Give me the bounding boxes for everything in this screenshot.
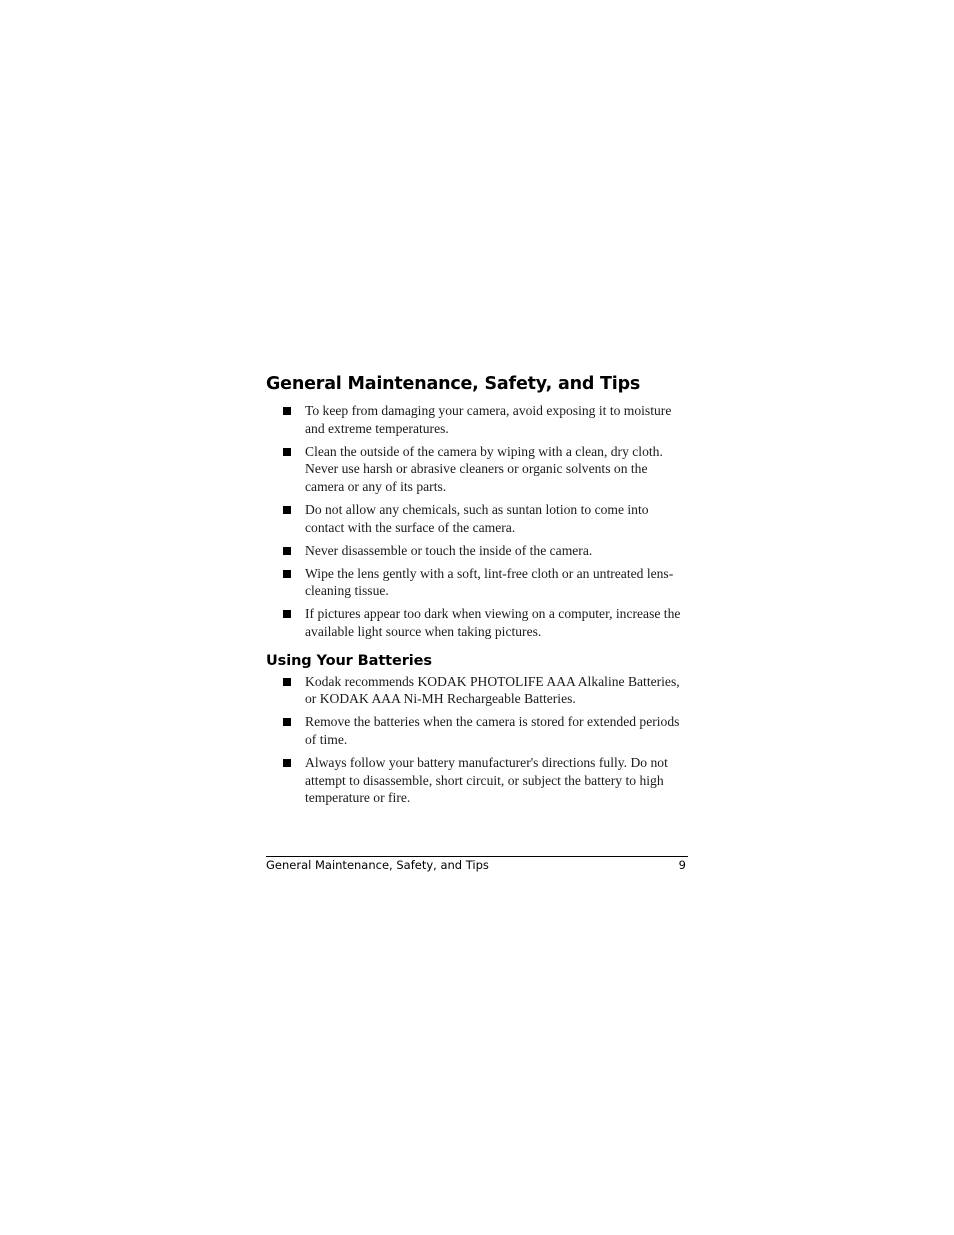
square-bullet-icon xyxy=(283,570,291,578)
page-footer xyxy=(266,856,688,872)
list-item-text: Never disassemble or touch the inside of the camera. xyxy=(305,542,593,558)
list-item-text: To keep from damaging your camera, avoid exposing it to moisture and extreme temperatures. xyxy=(305,403,672,436)
list-item xyxy=(266,443,689,496)
list-item xyxy=(266,713,689,748)
list-item xyxy=(266,754,689,807)
list-item xyxy=(266,501,689,536)
list-item xyxy=(266,565,689,600)
list-item xyxy=(266,605,689,640)
square-bullet-icon xyxy=(283,547,291,555)
list-item-text: Always follow your battery manufacturer's directions fully. Do not attempt to disassemble, short circuit, or subject the battery to high temperature or fire. xyxy=(305,755,668,806)
list-item xyxy=(266,402,689,437)
list-item-text: Remove the batteries when the camera is stored for extended periods of time. xyxy=(305,714,680,747)
square-bullet-icon xyxy=(283,678,291,686)
list-item-text: Do not allow any chemicals, such as suntan lotion to come into contact with the surface of the camera. xyxy=(305,501,649,535)
subsection-title: Using Your Batteries xyxy=(266,652,432,669)
page-content xyxy=(266,372,689,812)
square-bullet-icon xyxy=(283,448,291,456)
footer-title: General Maintenance, Safety, and Tips xyxy=(266,858,489,872)
square-bullet-icon xyxy=(283,407,291,415)
batteries-list xyxy=(266,673,689,807)
square-bullet-icon xyxy=(283,718,291,726)
square-bullet-icon xyxy=(283,759,291,767)
square-bullet-icon xyxy=(283,506,291,514)
list-item-text: Clean the outside of the camera by wiping with a clean, dry cloth. Never use harsh or abrasive cleaners or organic solvents on the camera or any of its parts. xyxy=(305,443,663,494)
maintenance-list xyxy=(266,402,689,641)
list-item-text: If pictures appear too dark when viewing on a computer, increase the available light source when taking pictures. xyxy=(305,606,681,640)
list-item-text: Wipe the lens gently with a soft, lint-free cloth or an untreated lens-cleaning tissue. xyxy=(305,565,674,599)
list-item-text: Kodak recommends KODAK PHOTOLIFE AAA Alkaline Batteries, or KODAK AAA Ni-MH Rechargeable Batteries. xyxy=(305,673,680,707)
page-number: 9 xyxy=(678,858,686,872)
square-bullet-icon xyxy=(283,610,291,618)
section-title: General Maintenance, Safety, and Tips xyxy=(266,374,641,394)
list-item xyxy=(266,542,689,560)
list-item xyxy=(266,673,689,708)
